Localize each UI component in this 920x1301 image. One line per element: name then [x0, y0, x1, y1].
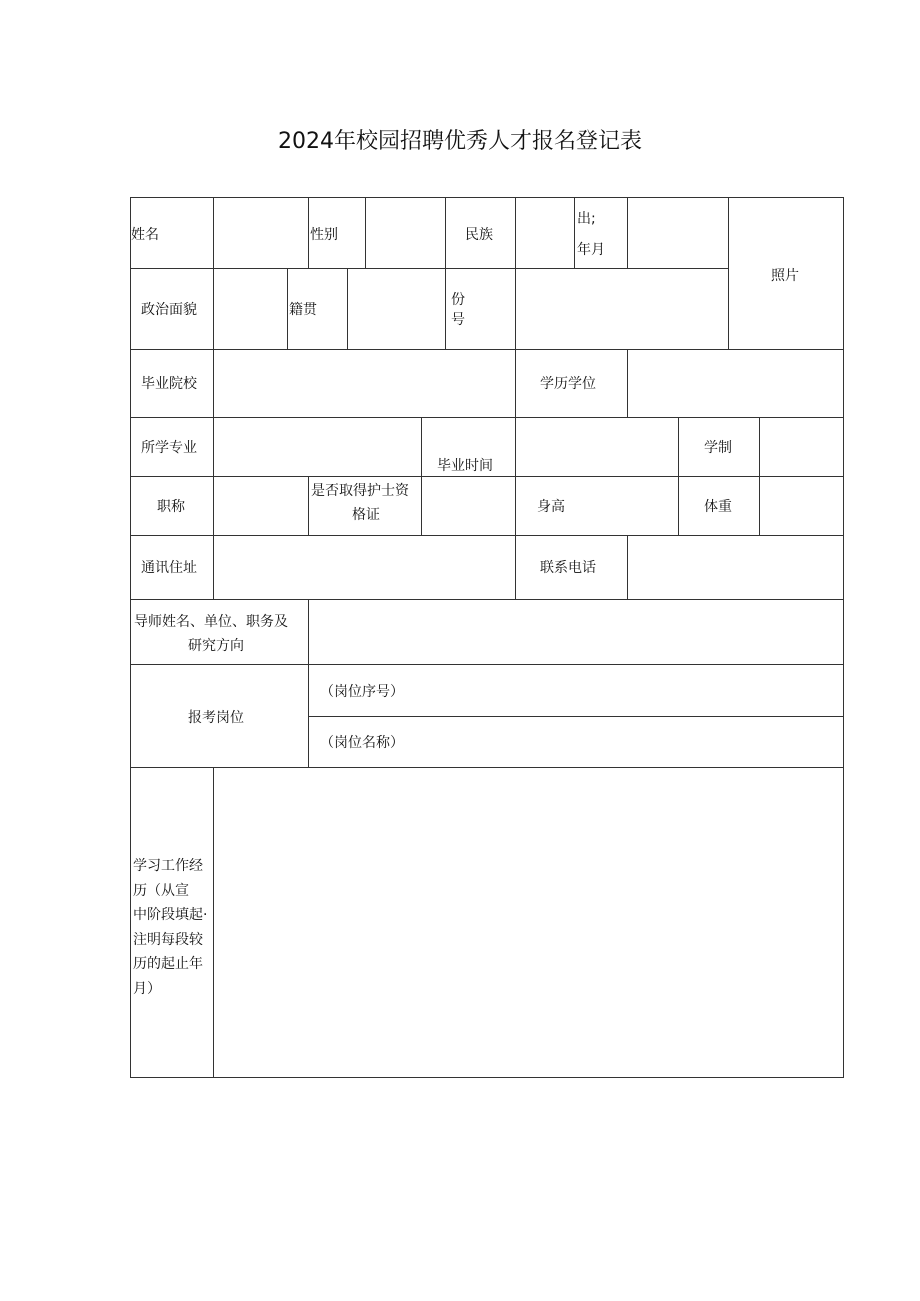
id-number-field[interactable]	[516, 269, 728, 349]
form-title: 2024年校园招聘优秀人才报名登记表	[278, 129, 642, 154]
label-position: 报考岗位	[188, 710, 244, 726]
history-field[interactable]	[214, 768, 843, 1077]
label-photo: 照片	[771, 268, 799, 284]
label-political: 政治面貌	[141, 302, 197, 318]
label-mentor-line1: 导师姓名、单位、职务及	[134, 614, 288, 630]
label-nurse-cert-line1: 是否取得护士资	[311, 483, 409, 499]
label-phone: 联系电话	[540, 560, 596, 576]
label-gender: 性别	[310, 227, 338, 243]
weight-field[interactable]	[760, 477, 843, 535]
label-address: 通讯住址	[141, 560, 197, 576]
degree-field[interactable]	[628, 350, 843, 417]
nurse-cert-field[interactable]	[422, 477, 515, 535]
label-weight: 体重	[704, 499, 732, 515]
col-line	[308, 197, 309, 269]
col-line	[574, 197, 575, 269]
name-field[interactable]	[214, 198, 308, 268]
row-line	[130, 664, 844, 665]
phone-field[interactable]	[628, 536, 843, 599]
photo-box[interactable]	[729, 198, 843, 349]
label-history-line: 注明每段较	[133, 931, 203, 948]
label-id-line1: 份	[451, 292, 465, 308]
label-history-line: 历的起止年	[133, 956, 203, 972]
label-degree: 学历学位	[540, 376, 596, 392]
col-line	[515, 476, 516, 536]
ethnicity-field[interactable]	[516, 198, 574, 268]
table-border-bottom	[130, 1077, 844, 1078]
gender-field[interactable]	[366, 198, 445, 268]
label-ethnicity: 民族	[465, 227, 493, 243]
label-birth-line1: 出;	[577, 211, 596, 227]
label-nurse-cert-line2: 格证	[352, 507, 380, 523]
native-place-field[interactable]	[348, 269, 445, 349]
label-native-place: 籍贯	[289, 302, 317, 318]
label-history-line: 月）	[133, 980, 161, 997]
col-line	[678, 417, 679, 536]
label-history-line: 历（从宣	[133, 882, 189, 899]
label-grad-time: 毕业时间	[437, 458, 493, 474]
table-border-left	[130, 197, 131, 1078]
col-line	[445, 197, 446, 350]
label-name: 姓名	[131, 227, 159, 243]
birth-date-field[interactable]	[628, 198, 728, 268]
row-line	[308, 716, 844, 717]
label-school: 毕业院校	[141, 376, 197, 392]
col-line	[515, 349, 516, 418]
col-line	[287, 268, 288, 350]
table-border-right	[843, 197, 844, 1078]
label-major: 所学专业	[141, 440, 197, 456]
political-field[interactable]	[214, 269, 287, 349]
label-birth-line2: 年月	[577, 242, 605, 258]
label-position-name: （岗位名称）	[320, 735, 404, 751]
label-title-rank: 职称	[157, 499, 185, 515]
school-field[interactable]	[214, 350, 515, 417]
label-history-line: 中阶段填起·	[133, 907, 208, 923]
label-mentor-line2: 研究方向	[188, 638, 244, 654]
major-field[interactable]	[214, 418, 421, 476]
schooling-years-field[interactable]	[760, 418, 843, 476]
label-history	[133, 854, 207, 1001]
col-line	[515, 535, 516, 600]
label-position-no: （岗位序号）	[320, 684, 404, 700]
label-schooling-years: 学制	[704, 440, 732, 456]
mentor-field[interactable]	[309, 600, 843, 664]
label-height: 身高	[537, 499, 565, 515]
label-history-line: 学习工作经	[133, 858, 203, 874]
col-line	[308, 476, 309, 536]
label-id-line2: 号	[451, 312, 465, 328]
title-rank-field[interactable]	[214, 477, 308, 535]
grad-time-field[interactable]	[516, 418, 678, 476]
address-field[interactable]	[214, 536, 515, 599]
